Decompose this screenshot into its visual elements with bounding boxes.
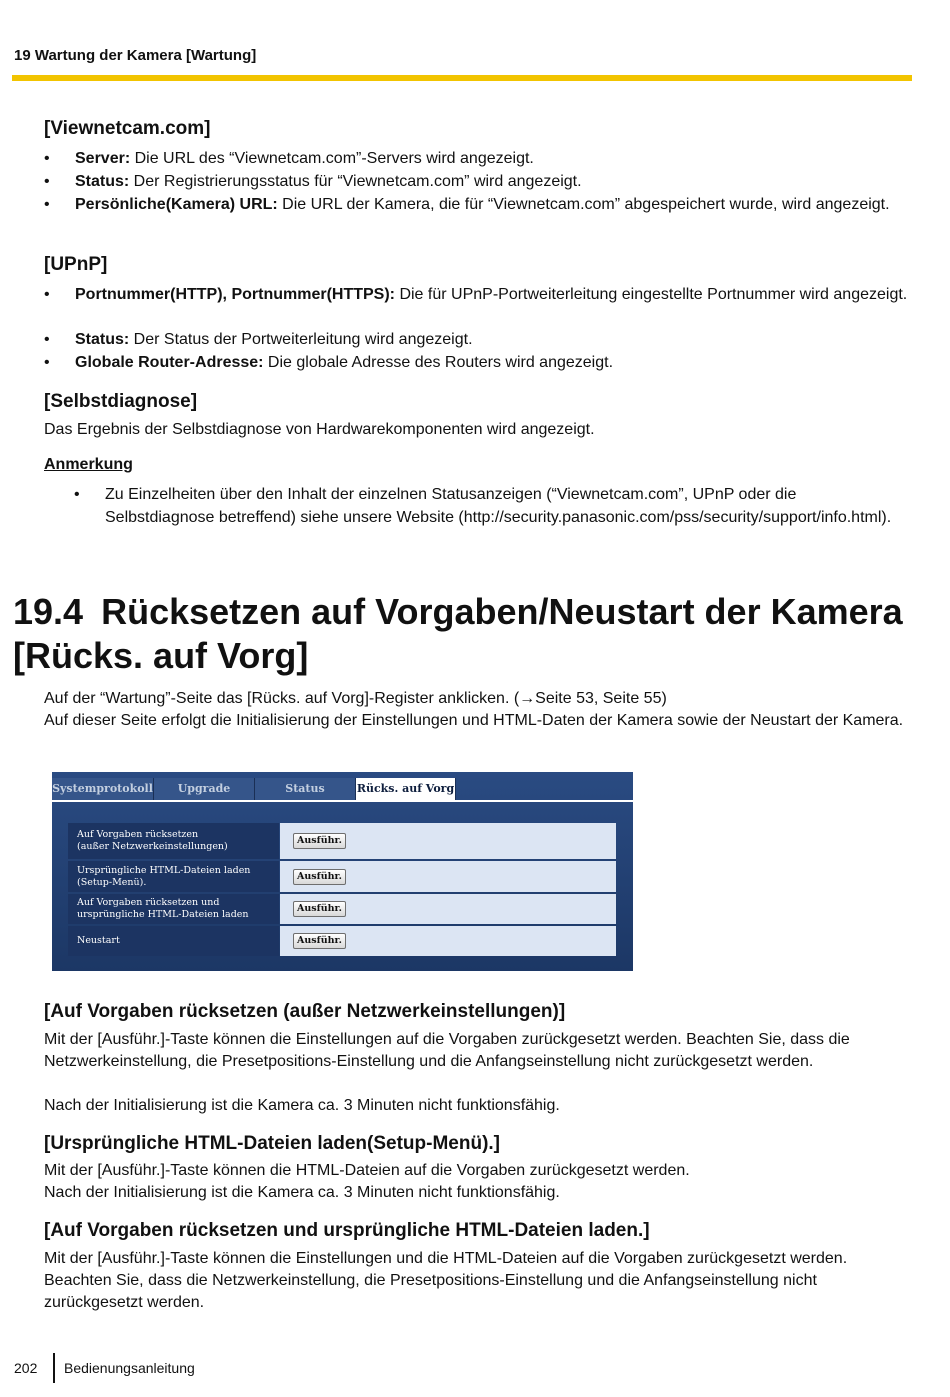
arrow-icon: →: [519, 690, 536, 707]
reset-network-heading: [Auf Vorgaben rücksetzen (außer Netzwerkeinstellungen)]: [44, 1001, 566, 1022]
running-header: 19 Wartung der Kamera [Wartung]: [14, 47, 257, 64]
note-text: • Zu Einzelheiten über den Inhalt der einzelnen Statusanzeigen (“Viewnetcam.com”, UPnP oder die Selbstdiagnose betreffend) siehe unsere Website (http://security.panasonic.com/pss/security/support/info.html).: [74, 486, 892, 526]
execute-button[interactable]: Ausführ.: [293, 869, 346, 885]
row-label: Ursprüngliche HTML-Dateien laden (Setup-Menü).: [68, 861, 279, 892]
reset-html-heading: [Auf Vorgaben rücksetzen und ursprüngliche HTML-Dateien laden.]: [44, 1220, 650, 1241]
selbstdiagnose-text: Das Ergebnis der Selbstdiagnose von Hardwarekomponenten wird angezeigt.: [44, 421, 595, 438]
section-intro-2: Auf dieser Seite erfolgt die Initialisierung der Einstellungen und HTML-Daten der Kamera sowie der Neustart der Kamera.: [44, 712, 904, 729]
tab-ruecks-auf-vorg[interactable]: Rücks. auf Vorg: [356, 778, 456, 800]
reset-html-text: Mit der [Ausführ.]-Taste können die Einstellungen und die HTML-Dateien auf die Vorgaben zurückgesetzt werden. Beachten Sie, dass die Netzwerkeinstellung, die Presetpositions-Einstellung und die Anfangseinstellung nicht zurückgesetzt werden.: [44, 1250, 848, 1311]
reset-screenshot: [52, 772, 633, 971]
section-intro-1: Auf der “Wartung”-Seite das [Rücks. auf Vorg]-Register anklicken. (→Seite 53, Seite 55): [44, 690, 667, 707]
table-row: [68, 823, 616, 859]
header-rule: [12, 75, 912, 81]
tab-upgrade[interactable]: Upgrade: [154, 778, 255, 800]
tab-status[interactable]: Status: [255, 778, 356, 800]
html-load-note: Nach der Initialisierung ist die Kamera ca. 3 Minuten nicht funktionsfähig.: [44, 1184, 560, 1201]
note-label: Anmerkung: [44, 456, 133, 473]
row-value: [280, 823, 616, 859]
table-row: [68, 894, 616, 924]
list-item: • Persönliche(Kamera) URL: Die URL der Kamera, die für “Viewnetcam.com” abgespeichert wurde, wird angezeigt.: [44, 196, 890, 213]
selbstdiagnose-heading: [Selbstdiagnose]: [44, 391, 198, 412]
footer-divider: [53, 1353, 55, 1383]
html-load-text: Mit der [Ausführ.]-Taste können die HTML-Dateien auf die Vorgaben zurückgesetzt werden.: [44, 1162, 690, 1179]
row-label: Auf Vorgaben rücksetzen (außer Netzwerkeinstellungen): [68, 823, 279, 859]
section-title: 19.4 Rücksetzen auf Vorgaben/Neustart der Kamera [Rücks. auf Vorg]: [13, 591, 903, 676]
execute-button[interactable]: Ausführ.: [293, 901, 346, 917]
tab-systemprotokoll[interactable]: Systemprotokoll: [52, 778, 154, 800]
viewnetcam-heading: [Viewnetcam.com]: [44, 118, 211, 139]
row-value: [280, 861, 616, 892]
reset-network-text: Mit der [Ausführ.]-Taste können die Einstellungen auf die Vorgaben zurückgesetzt werden. Beachten Sie, dass die Netzwerkeinstellung, die Presetpositions-Einstellung und die Anfangseinstellung nicht zurückgesetzt werden.: [44, 1031, 850, 1070]
reset-network-note: Nach der Initialisierung ist die Kamera ca. 3 Minuten nicht funktionsfähig.: [44, 1097, 560, 1114]
list-item: • Status: Der Registrierungsstatus für “Viewnetcam.com” wird angezeigt.: [44, 173, 582, 190]
table-row: [68, 926, 616, 956]
table-row: [68, 861, 616, 892]
row-value: [280, 894, 616, 924]
footer-text: Bedienungsanleitung: [64, 1360, 195, 1376]
row-value: [280, 926, 616, 956]
row-label: Auf Vorgaben rücksetzen und ursprüngliche HTML-Dateien laden: [68, 894, 279, 924]
html-load-heading: [Ursprüngliche HTML-Dateien laden(Setup-Menü).]: [44, 1133, 500, 1154]
list-item: • Globale Router-Adresse: Die globale Adresse des Routers wird angezeigt.: [44, 354, 614, 371]
tab-bar: [52, 778, 633, 800]
execute-button[interactable]: Ausführ.: [293, 833, 346, 849]
list-item: • Portnummer(HTTP), Portnummer(HTTPS): Die für UPnP-Portweiterleitung eingestellte Portnummer wird angezeigt.: [44, 286, 908, 303]
list-item: • Server: Die URL des “Viewnetcam.com”-Servers wird angezeigt.: [44, 150, 534, 167]
upnp-heading: [UPnP]: [44, 254, 108, 275]
tab-underline: [52, 800, 633, 802]
list-item: • Status: Der Status der Portweiterleitung wird angezeigt.: [44, 331, 473, 348]
execute-button[interactable]: Ausführ.: [293, 933, 346, 949]
page-number: 202: [14, 1360, 38, 1376]
row-label: Neustart: [68, 926, 279, 956]
